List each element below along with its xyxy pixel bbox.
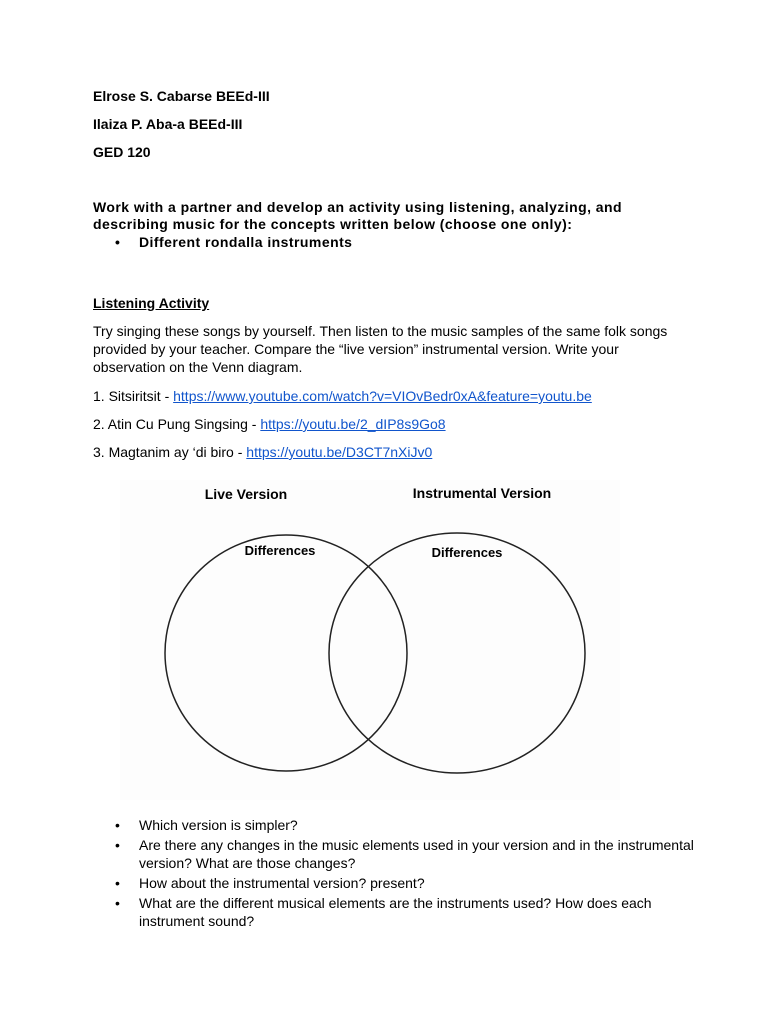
instructions-text: Work with a partner and develop an activity using listening, analyzing, and describing music for the concepts written below (choose one only): bbox=[93, 199, 623, 232]
question-text: How about the instrumental version? present? bbox=[139, 875, 425, 891]
song-link[interactable]: https://youtu.be/D3CT7nXiJv0 bbox=[246, 444, 433, 460]
bullet-icon: • bbox=[115, 817, 120, 833]
bullet-icon: • bbox=[115, 837, 120, 853]
song-item-2 bbox=[93, 416, 446, 432]
concept-text: Different rondalla instruments bbox=[139, 234, 353, 250]
song-label: 2. Atin Cu Pung Singsing - bbox=[93, 416, 261, 432]
question-item bbox=[115, 836, 695, 872]
venn-right-label: Differences bbox=[431, 545, 503, 560]
song-link[interactable]: https://www.youtube.com/watch?v=VIOvBedr0xA&feature=youtu.be bbox=[173, 388, 592, 404]
venn-left-label: Differences bbox=[244, 543, 316, 558]
question-item bbox=[115, 816, 695, 834]
song-item-1 bbox=[93, 388, 592, 404]
author-name-2: Ilaiza P. Aba-a BEEd-III bbox=[93, 116, 243, 132]
question-list bbox=[115, 816, 695, 932]
bullet-icon: • bbox=[115, 895, 120, 911]
venn-background bbox=[120, 480, 620, 800]
activity-paragraph: Try singing these songs by yourself. Then listen to the music samples of the same folk songs provided by your teacher. Compare the “live version” instrumental version. Write your observation on the Venn diagram. bbox=[93, 323, 668, 375]
bullet-icon: • bbox=[115, 875, 120, 891]
question-text: Are there any changes in the music elements used in your version and in the instrumental version? What are those changes? bbox=[139, 837, 694, 871]
song-label: 1. Sitsiritsit - bbox=[93, 388, 174, 404]
venn-right-title: Instrumental Version bbox=[412, 485, 552, 501]
question-item bbox=[115, 874, 695, 892]
song-item-3 bbox=[93, 444, 432, 460]
venn-diagram bbox=[120, 480, 620, 800]
author-name-1: Elrose S. Cabarse BEEd-III bbox=[93, 88, 270, 104]
song-label: 3. Magtanim ay ‘di biro - bbox=[93, 444, 247, 460]
course-code: GED 120 bbox=[93, 144, 151, 160]
question-item bbox=[115, 894, 695, 930]
bullet-icon: • bbox=[115, 234, 121, 250]
question-text: What are the different musical elements are the instruments used? How does each instrument sound? bbox=[139, 895, 652, 929]
song-link[interactable]: https://youtu.be/2_dIP8s9Go8 bbox=[260, 416, 446, 432]
venn-left-title: Live Version bbox=[204, 486, 288, 502]
question-text: Which version is simpler? bbox=[139, 817, 298, 833]
section-heading: Listening Activity bbox=[93, 295, 210, 311]
